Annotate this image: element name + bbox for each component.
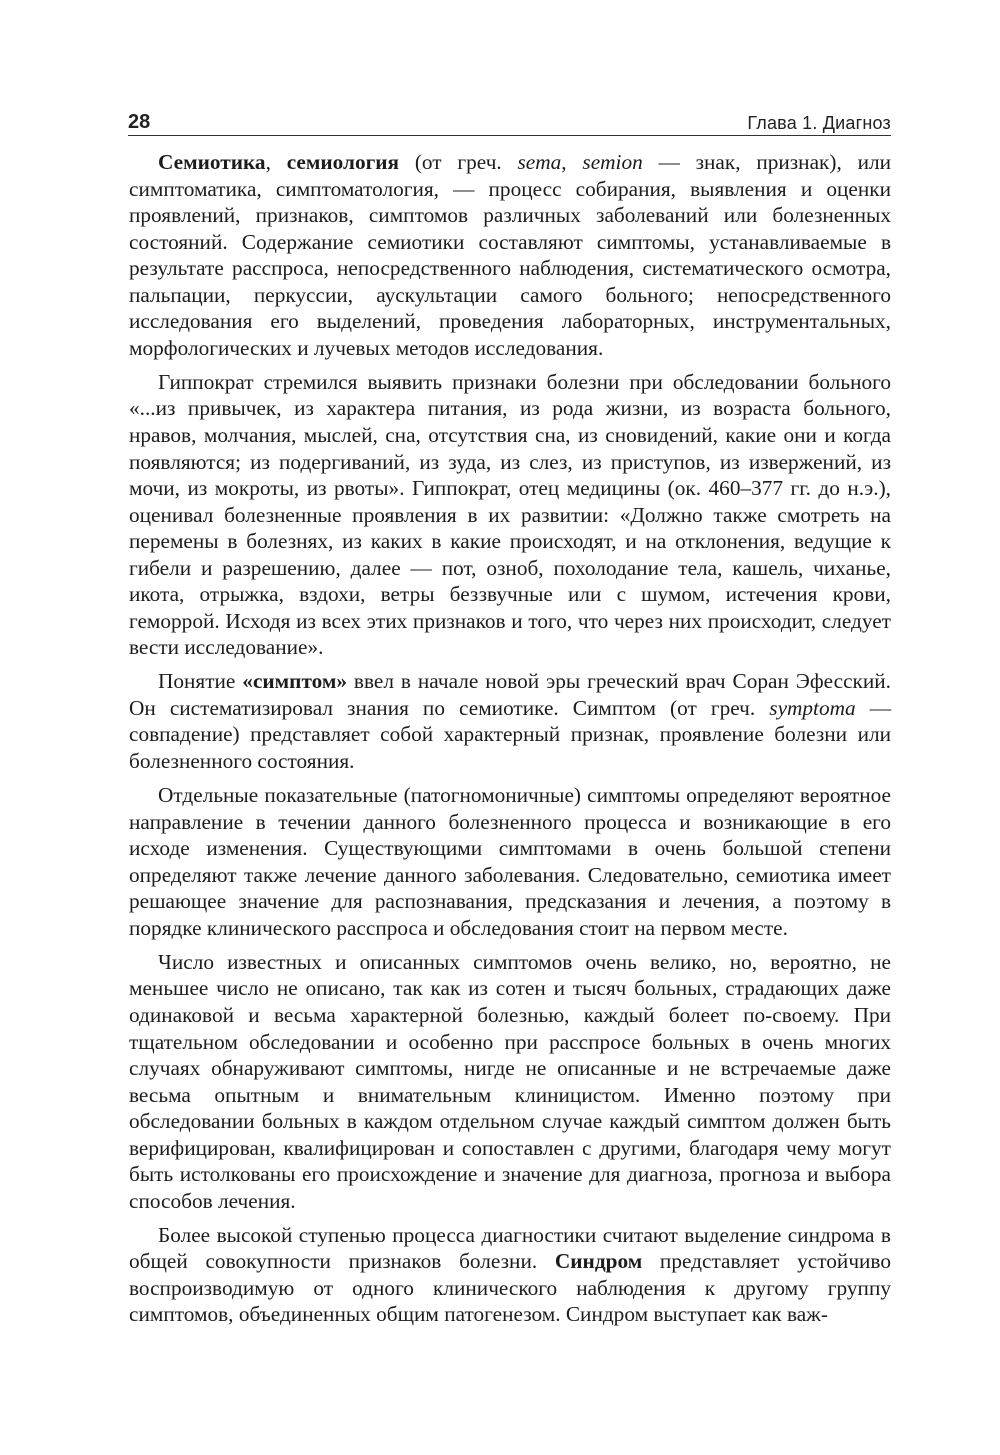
term-symptoma: symptoma — [769, 695, 856, 720]
chapter-title: Глава 1. Диагноз — [747, 113, 891, 133]
page-number: 28 — [128, 111, 151, 133]
paragraph-hippocrates: Гиппократ стремился выявить признаки болезни при обследовании больного «...из привычек, из характера питания, из рода жизни, из возраста больного, нравов, молчания, мыслей, сна, отсутствия сна, из сновидений, какие они и когда появляются; из подергиваний, из зуда, из слез, из приступов, из извержений, из мочи, из мокроты, из рвоты». Гиппократ, отец медицины (ок. 460–377 гг. до н.э.), оценивал болезненные проявления в их развитии: «Должно также смотреть на перемены в болезнях, из каких в какие происходят, и на отклонения, ведущие к гибели и разрешению, далее — пот, озноб, похолодание тела, кашель, чиханье, икота, отрыжка, вздохи, ветры беззвучные или с шумом, истечения крови, геморрой. Исходя из всех этих признаков и того, что через них происходит, следует вести исследование». — [129, 369, 891, 660]
term-simptom: «симптом» — [242, 669, 348, 694]
text-segment: — совпадение) представляет собой характерный признак, проявление болезни или болезненного состояния. — [129, 695, 892, 774]
text-segment: , — [265, 150, 287, 174]
header-rule — [128, 135, 891, 136]
text-segment: (от греч. — [399, 150, 518, 174]
term-sema: sema — [517, 150, 562, 174]
text-segment: представляет устойчиво воспроизводимую от одного клинического наблюдения к другому группу симптомов, объединенных общим патогенезом. Синдром выступает как важ- — [129, 1249, 891, 1327]
paragraph-syndrome — [129, 1222, 891, 1328]
term-semion: semion — [582, 150, 643, 174]
paragraph-pathognomonic: Отдельные показательные (патогномоничные) симптомы определяют вероятное направление в течении данного болезненного процесса и возникающие в его исходе изменения. Существующими симптомами в очень большой степени определяют также лечение данного заболевания. Следовательно, семиотика имеет решающее значение для распознавания, предсказания и лечения, а поэтому в порядке клинического расспроса и обследования стоит на первом месте. — [129, 783, 891, 940]
text-segment: Более высокой ступенью процесса диагностики считают выделение синдрома в общей совокупности признаков болезни. — [129, 1222, 891, 1274]
text-segment: Понятие — [158, 669, 243, 694]
paragraph-semiotics — [129, 149, 891, 361]
term-sindrom: Синдром — [554, 1249, 643, 1274]
paragraph-number-of-symptoms: Число известных и описанных симптомов очень велико, но, вероятно, не меньшее число не описано, так как из сотен и тысяч больных, страдающих даже одинаковой и весьма характерной болезнью, каждый болеет по-своему. При тщательном обследовании и особенно при расспросе больных в очень многих случаях обнаруживают симптомы, нигде не описанные и не встречаемые даже весьма опытным и внимательным клиницистом. Именно поэтому при обследовании больных в каждом отдельном случае каждый симптом должен быть верифицирован, квалифицирован и сопоставлен с другими, благодаря чему могут быть истолкованы его происхождение и значение для диагноза, прогноза и выбора способов лечения. — [129, 949, 891, 1213]
body-text — [129, 149, 891, 1336]
text-segment: ввел в начале новой эры греческий врач Соран Эфесский. Он систематизировал знания по семиотике. Симптом (от греч. — [129, 669, 892, 720]
paragraph-symptom — [129, 668, 891, 774]
text-segment: — знак, признак), или симптоматика, симптоматология, — процесс собирания, выявления и оценки проявлений, признаков, симптомов различных заболеваний или болезненных состояний. Содержание семиотики составляют симптомы, устанавливаемые в результате расспроса, непосредственного наблюдения, систематического осмотра, пальпации, перкуссии, аускультации самого больного; непосредственного исследования его выделений, проведения лабораторных, инструментальных, морфологических и лучевых методов исследования. — [129, 150, 891, 360]
running-head — [128, 106, 891, 134]
term-semiologiya: семиология — [286, 150, 400, 174]
text-segment: , — [561, 150, 583, 174]
term-semiotika: Семиотика — [158, 150, 266, 174]
